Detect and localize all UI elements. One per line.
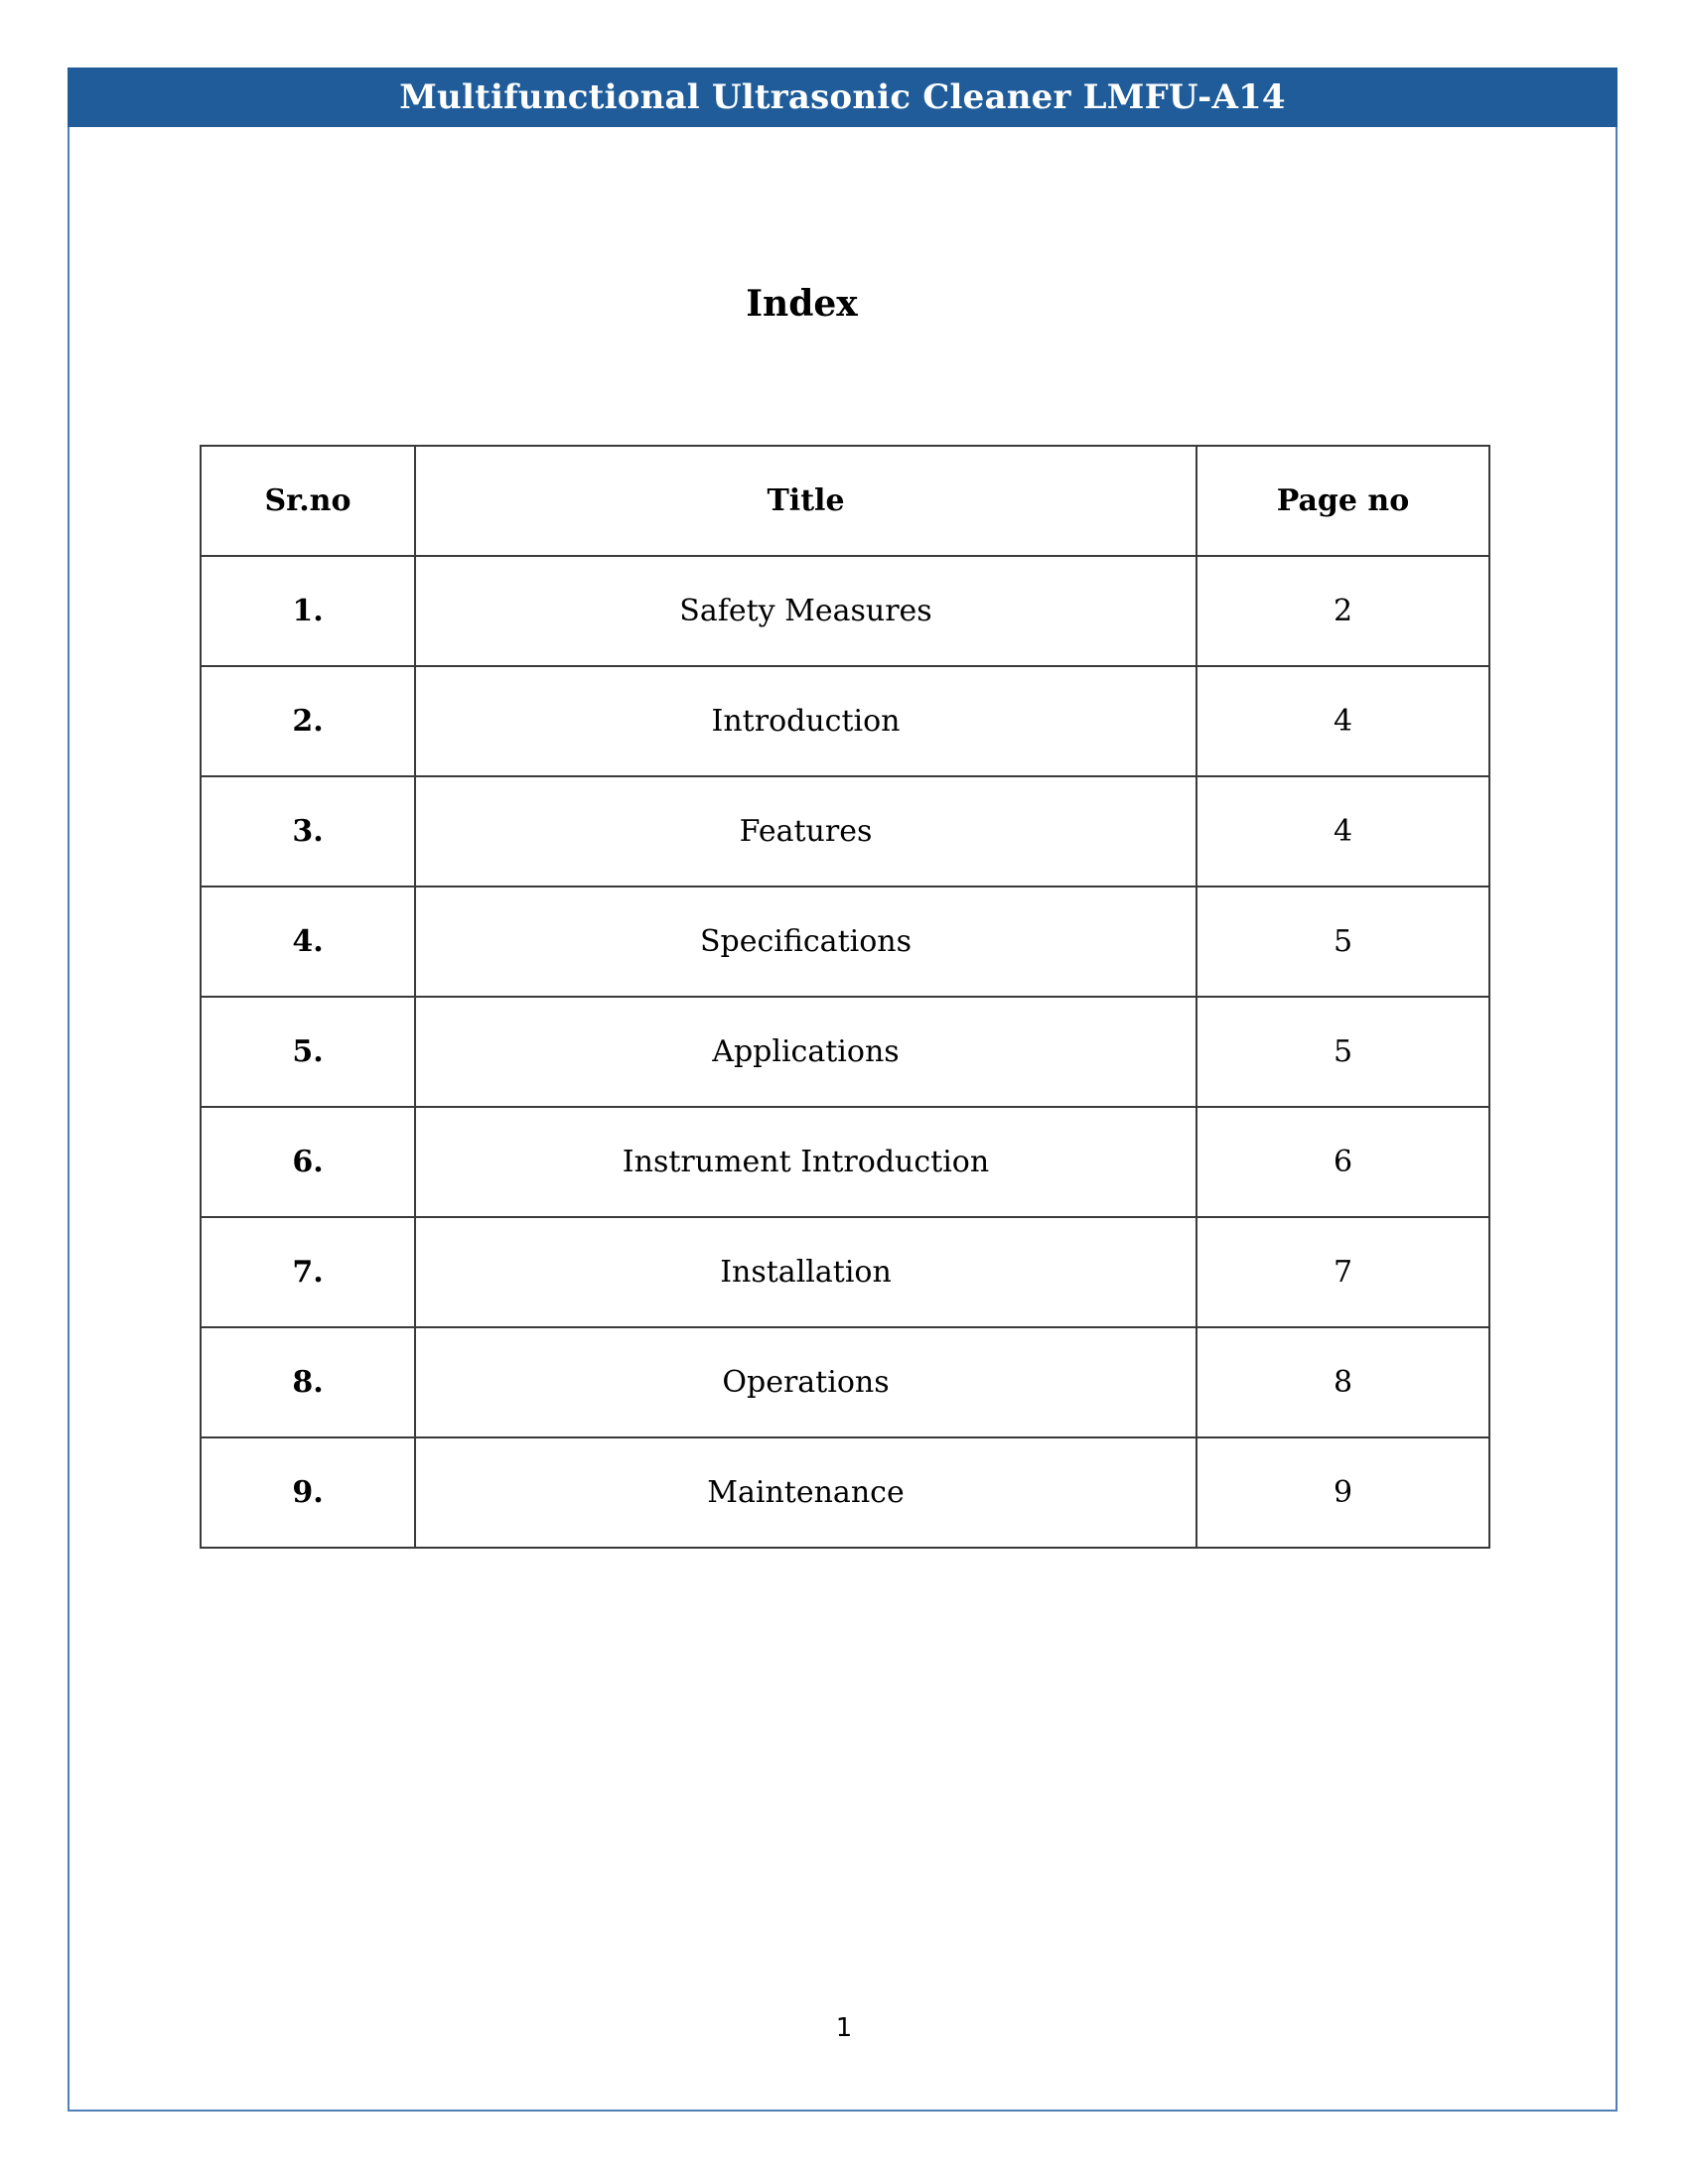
row-srno: 4.	[201, 887, 415, 997]
row-title: Maintenance	[415, 1437, 1196, 1548]
row-title: Instrument Introduction	[415, 1107, 1196, 1217]
row-srno: 3.	[201, 776, 415, 887]
table-row	[201, 666, 1489, 776]
row-srno: 8.	[201, 1327, 415, 1437]
row-srno: 2.	[201, 666, 415, 776]
table-row	[201, 997, 1489, 1107]
table-row	[201, 776, 1489, 887]
table-row	[201, 1107, 1489, 1217]
index-table	[200, 445, 1490, 1549]
row-srno: 6.	[201, 1107, 415, 1217]
page-title: Index	[746, 283, 858, 325]
column-header-title: Title	[415, 446, 1196, 556]
row-page: 5	[1196, 887, 1489, 997]
row-title: Installation	[415, 1217, 1196, 1327]
row-srno: 7.	[201, 1217, 415, 1327]
row-title: Features	[415, 776, 1196, 887]
row-page: 2	[1196, 556, 1489, 666]
row-srno: 9.	[201, 1437, 415, 1548]
row-srno: 5.	[201, 997, 415, 1107]
row-page: 8	[1196, 1327, 1489, 1437]
header-title: Multifunctional Ultrasonic Cleaner LMFU-A14	[68, 68, 1618, 127]
row-title: Introduction	[415, 666, 1196, 776]
row-page: 9	[1196, 1437, 1489, 1548]
row-title: Safety Measures	[415, 556, 1196, 666]
table-row	[201, 1217, 1489, 1327]
column-header-srno: Sr.no	[201, 446, 415, 556]
row-srno: 1.	[201, 556, 415, 666]
row-page: 7	[1196, 1217, 1489, 1327]
table-row	[201, 887, 1489, 997]
row-title: Specifications	[415, 887, 1196, 997]
row-title: Applications	[415, 997, 1196, 1107]
row-page: 4	[1196, 666, 1489, 776]
row-page: 6	[1196, 1107, 1489, 1217]
column-header-page: Page no	[1196, 446, 1489, 556]
row-page: 5	[1196, 997, 1489, 1107]
row-title: Operations	[415, 1327, 1196, 1437]
table-row	[201, 1327, 1489, 1437]
row-page: 4	[1196, 776, 1489, 887]
table-row	[201, 1437, 1489, 1548]
page-number: 1	[835, 2013, 853, 2043]
table-header-row	[201, 446, 1489, 556]
table-row	[201, 556, 1489, 666]
